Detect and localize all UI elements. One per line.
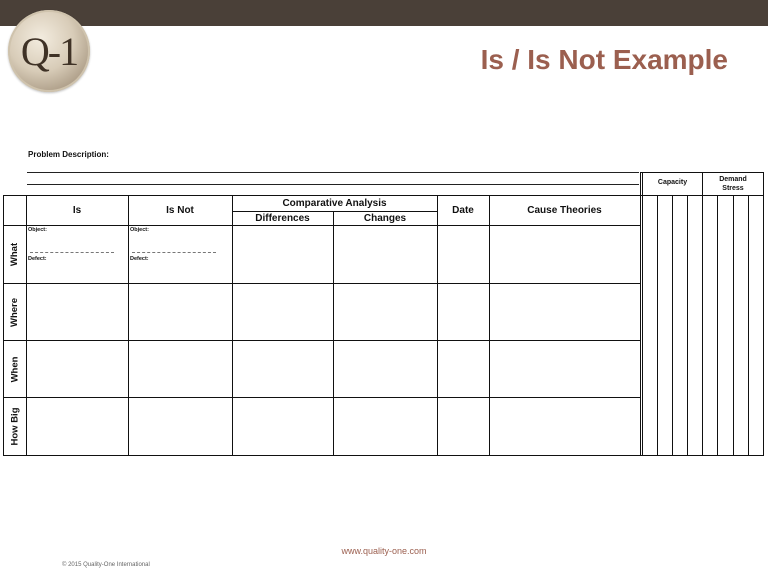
row-label-how-big: How Big [9,407,20,446]
is-not-object-label: Object: [130,227,149,233]
logo-text: Q-1 [20,28,78,74]
footer-url[interactable]: www.quality-one.com [341,546,427,556]
row-label-what: What [9,242,20,267]
header-demand-stress: Demand Stress [719,176,747,192]
is-object-label: Object: [28,227,47,233]
is-not-divider [132,252,216,253]
header-is-not: Is Not [166,205,194,216]
header-date: Date [452,205,474,216]
is-defect-label: Defect: [28,256,47,262]
problem-description-line-1 [27,172,639,173]
page-title: Is / Is Not Example [480,44,728,75]
problem-description-label: Problem Description: [28,150,109,159]
is-not-defect-label: Defect: [130,256,149,262]
header-differences: Differences [255,213,310,224]
row-label-where: Where [9,297,21,327]
footer-copyright: © 2015 Quality-One International [62,562,150,568]
header-changes: Changes [363,213,407,224]
top-bar [0,0,768,26]
q1-logo [8,10,90,92]
problem-description-line-2 [27,184,639,185]
header-is: Is [72,205,82,216]
header-capacity: Capacity [657,179,688,186]
header-comparative-analysis: Comparative Analysis [282,198,387,209]
header-cause-theories: Cause Theories [527,205,602,216]
row-label-when: When [9,356,21,382]
is-divider [30,252,114,253]
